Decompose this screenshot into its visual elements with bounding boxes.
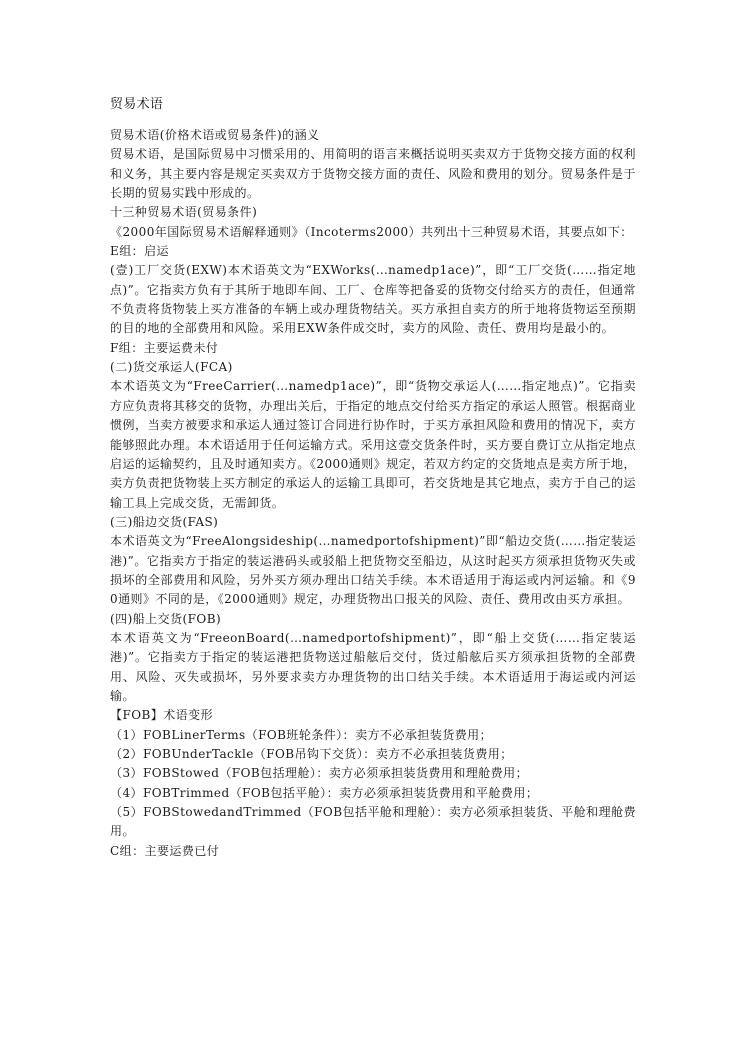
subheading-fob-variants: 【FOB】术语变形 bbox=[110, 708, 214, 723]
section-f-group: F组：主要运费未付 bbox=[110, 340, 219, 355]
subheading-fob: (四)船上交货(FOB) bbox=[110, 611, 222, 626]
paragraph-incoterms-intro: 《2000年国际贸易术语解释通则》（Incoterms2000）共列出十三种贸易术语，其要点如下： bbox=[110, 224, 633, 239]
section-e-group: E组：启运 bbox=[110, 244, 170, 259]
paragraph-fca: 本术语英文为“FreeCarrier(…namedp1ace)”，即“货物交承运人(……指定地点)”。它指卖方应负责将其移交的货物，办理出关后，于指定的地点交付给买方指定的承运人照管。根据商业惯例，当卖方被要求和承运人通过签订合同进行协作时，于买方承担风险和费用的情况下，卖方能够照此办理。本术语适用于任何运输方式。采用这壹交货条件时，买方要自费订立从指定地点启运的运输契约，且及时通知卖方。《2000通则》规定，若双方约定的交货地点是卖方所于地，卖方负责把货物装上买方制定的承运人的运输工具即可，若交货地是其它地点，卖方于自己的运输工具上完成交货，无需卸货。 bbox=[110, 379, 636, 510]
section-c-group: C组：主要运费已付 bbox=[110, 843, 220, 858]
paragraph-thirteen-terms-title: 十三种贸易术语(贸易条件) bbox=[110, 205, 258, 220]
document-body bbox=[110, 126, 636, 861]
subheading-fas: (三)船边交货(FAS) bbox=[110, 514, 219, 529]
list-item-fob-variant-1: （1）FOBLinerTerms（FOB班轮条件）：卖方不必承担装货费用； bbox=[110, 727, 493, 742]
page-title: 贸易术语 bbox=[110, 97, 164, 112]
paragraph-definition-title: 贸易术语(价格术语或贸易条件)的涵义 bbox=[110, 128, 320, 142]
paragraph-fob: 本术语英文为“FreeonBoard(…namedportofshipment)”，即“船上交货(……指定装运港)”。它指卖方于指定的装运港把货物送过船舷后交付，货过船舷后买方须承担货物的全部费用、风险、灭失或损坏，另外要求卖方办理货物的出口结关手续。本术语适用于海运或内河运输。 bbox=[110, 630, 636, 703]
paragraph-fas: 本术语英文为“FreeAlongsideship(…namedportofshipment)”即“船边交货(……指定装运港)”。它指卖方于指定的装运港码头或驳船上把货物交至船边，从这时起买方须承担货物灭失或损坏的全部费用和风险，另外买方须办理出口结关手续。本术语适用于海运或内河运输。和《90通则》不同的是，《2000通则》规定，办理货物出口报关的风险、责任、费用改由买方承担。 bbox=[110, 534, 636, 607]
list-item-fob-variant-2: （2）FOBUnderTackle（FOB吊钩下交货）：卖方不必承担装货费用； bbox=[110, 747, 513, 761]
paragraph-definition: 贸易术语，是国际贸易中习惯采用的、用简明的语言来概括说明买卖双方于货物交接方面的权利和义务，其主要内容是规定买卖双方于货物交接方面的责任、风险和费用的划分。贸易条件是于长期的贸易实践中形成的。 bbox=[110, 147, 636, 201]
list-item-fob-variant-5: （5）FOBStowedandTrimmed（FOB包括平舱和理舱）：卖方必须承担装货、平舱和理舱费用。 bbox=[110, 805, 636, 839]
subheading-fca: (二)货交承运人(FCA) bbox=[110, 360, 233, 375]
list-item-fob-variant-3: （3）FOBStowed（FOB包括理舱）：卖方必须承担装货费用和理舱费用； bbox=[110, 766, 529, 781]
paragraph-exw: (壹)工厂交货(EXW)本术语英文为“EXWorks(…namedp1ace)”，即“工厂交货(……指定地点)”。它指卖方负有于其所于地即车间、工厂、仓库等把备妥的货物交付给买方的责任，但通常不负责将货物装上买方准备的车辆上或办理货物结关。买方承担自卖方的所于地将货物运至预期的目的地的全部费用和风险。采用EXW条件成交时，卖方的风险、责任、费用均是最小的。 bbox=[110, 263, 636, 336]
list-item-fob-variant-4: （4）FOBTrimmed（FOB包括平舱）：卖方必须承担装货费用和平舱费用； bbox=[110, 785, 539, 800]
